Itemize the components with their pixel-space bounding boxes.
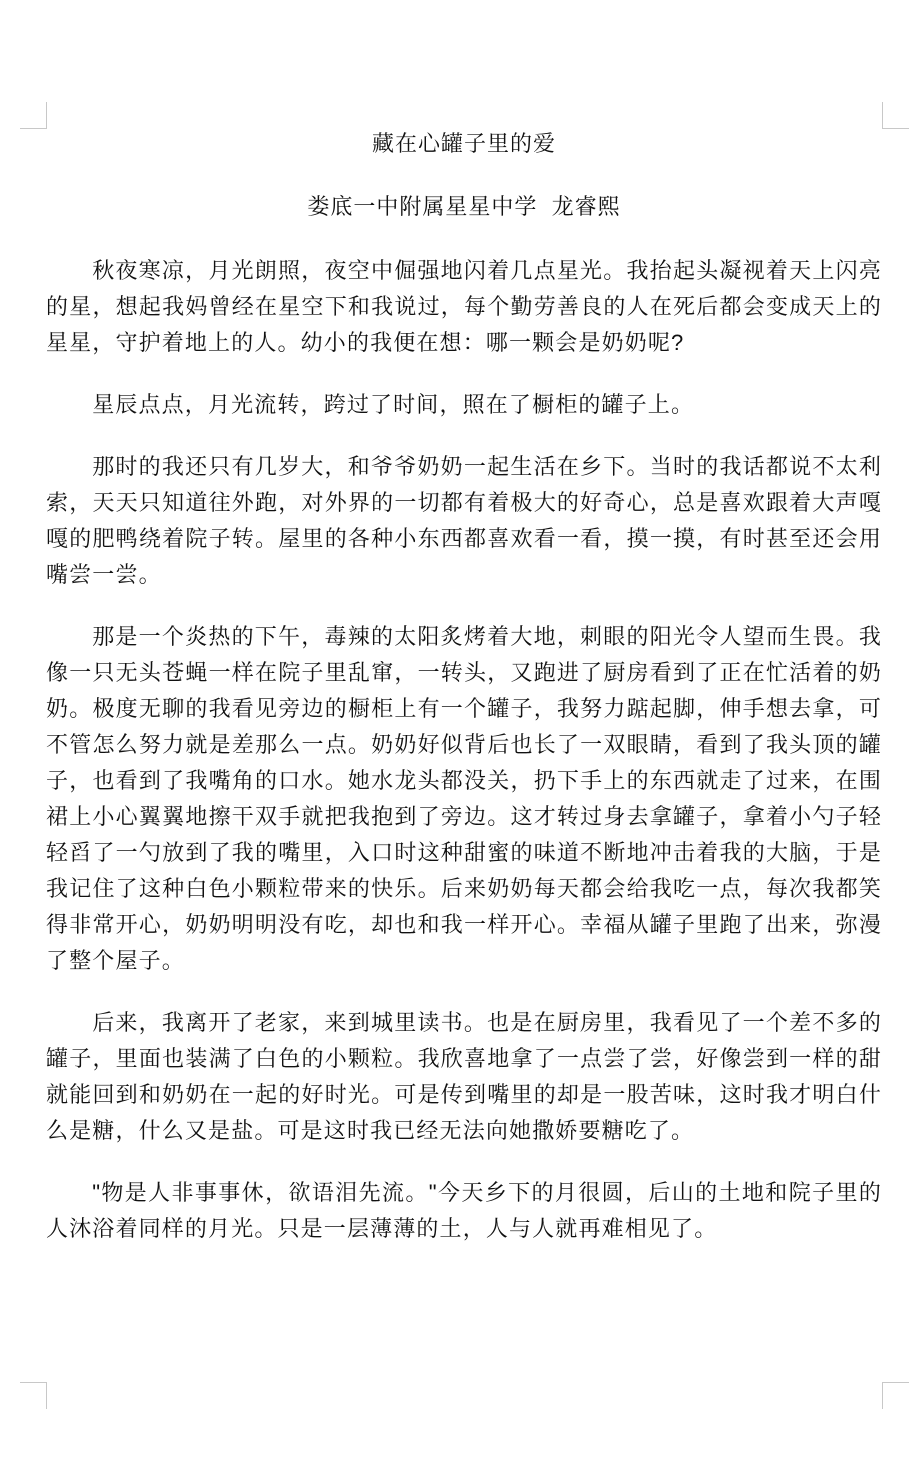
page-corner-mark-bottom-right [882,1382,909,1409]
paragraphs [46,253,882,1247]
paragraph: 后来，我离开了老家，来到城里读书。也是在厨房里，我看见了一个差不多的罐子，里面也装满了白色的小颗粒。我欣喜地拿了一点尝了尝，好像尝到一样的甜就能回到和奶奶在一起的好时光。可是传到嘴里的却是一股苦味，这时我才明白什么是糖，什么又是盐。可是这时我已经无法向她撒娇要糖吃了。 [46,1010,882,1143]
document-body [46,128,882,1247]
paragraph: 秋夜寒凉，月光朗照，夜空中倔强地闪着几点星光。我抬起头凝视着天上闪亮的星，想起我妈曾经在星空下和我说过，每个勤劳善良的人在死后都会变成天上的星星，守护着地上的人。幼小的我便在想：哪一颗会是奶奶呢? [46,258,882,355]
paragraph: 那时的我还只有几岁大，和爷爷奶奶一起生活在乡下。当时的我话都说不太利索，天天只知道往外跑，对外界的一切都有着极大的好奇心，总是喜欢跟着大声嘎嘎的肥鸭绕着院子转。屋里的各种小东西都喜欢看一看，摸一摸，有时甚至还会用嘴尝一尝。 [46,454,882,587]
page-corner-mark-top-left [20,102,47,129]
paragraph: 那是一个炎热的下午，毒辣的太阳炙烤着大地，刺眼的阳光令人望而生畏。我像一只无头苍蝇一样在院子里乱窜，一转头，又跑进了厨房看到了正在忙活着的奶奶。极度无聊的我看见旁边的橱柜上有一个罐子，我努力踮起脚，伸手想去拿，可不管怎么努力就是差那么一点。奶奶好似背后也长了一双眼睛，看到了我头顶的罐子，也看到了我嘴角的口水。她水龙头都没关，扔下手上的东西就走了过来，在围裙上小心翼翼地擦干双手就把我抱到了旁边。这才转过身去拿罐子，拿着小勺子轻轻舀了一勺放到了我的嘴里，入口时这种甜蜜的味道不断地冲击着我的大脑，于是我记住了这种白色小颗粒带来的快乐。后来奶奶每天都会给我吃一点，每次我都笑得非常开心，奶奶明明没有吃，却也和我一样开心。幸福从罐子里跑了出来，弥漫了整个屋子。 [46,624,882,973]
paragraph: "物是人非事事休，欲语泪先流。"今天乡下的月很圆，后山的土地和院子里的人沐浴着同样的月光。只是一层薄薄的土，人与人就再难相见了。 [46,1180,882,1241]
page-corner-mark-bottom-left [20,1382,47,1409]
page-corner-mark-top-right [882,102,909,129]
author-line: 娄底一中附属星星中学 龙睿熙 [307,194,621,219]
document-title: 藏在心罐子里的爱 [371,131,556,156]
paragraph: 星辰点点，月光流转，跨过了时间，照在了橱柜的罐子上。 [92,392,695,417]
